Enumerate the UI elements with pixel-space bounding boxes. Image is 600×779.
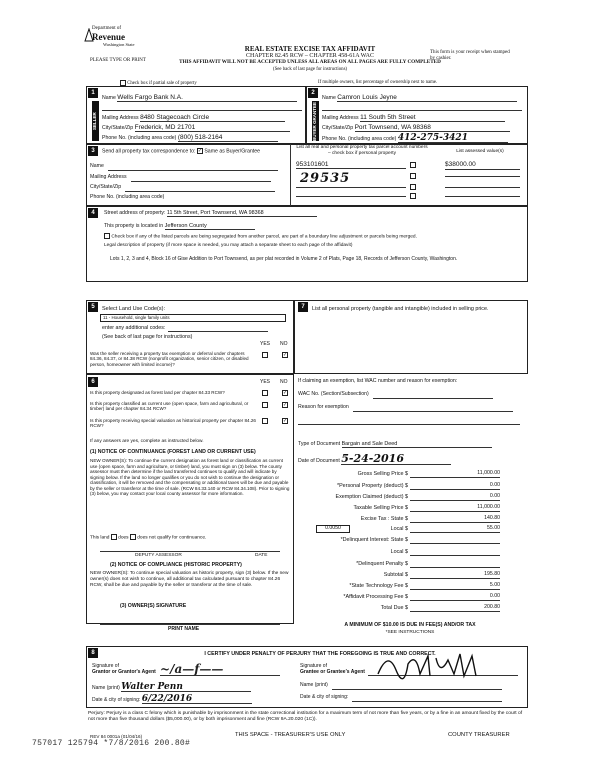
forest-q1: Is this property designated as forest land per chapter 84.33 RCW? (90, 390, 225, 395)
exemption-label: If claiming an exemption, list WAC number and reason for exemption: (298, 378, 458, 384)
please-type: PLEASE TYPE OR PRINT (90, 58, 146, 63)
personal-property-checkbox-1[interactable] (410, 162, 416, 168)
parcel-value[interactable]: $38000.00 (445, 161, 476, 168)
partial-sale[interactable]: Check box if partial sale of property (120, 80, 197, 87)
see-instructions: *SEE INSTRUCTIONS (385, 630, 435, 635)
personal-property-checkbox-4[interactable] (410, 193, 416, 199)
buyer-mail[interactable]: 11 South 5th Street (360, 114, 505, 122)
receipt-note: This form is your receipt when stamped by cashier. (430, 50, 510, 61)
parcel-hand-number[interactable]: 29535 (300, 171, 351, 186)
grantor-name[interactable]: Walter Penn (121, 683, 251, 692)
segregated-row: Check box if any of the listed parcels are being segregated from another parcel, are part of a boundary line adjustment or parcels being merged. (104, 233, 417, 240)
personal-value[interactable]: 0.00 (410, 483, 500, 490)
owner-signature-label: (3) OWNER(S) SIGNATURE (120, 603, 187, 609)
personal-property-checkbox-3[interactable] (410, 184, 416, 190)
doc-date[interactable]: 5-24-2016 (341, 454, 451, 465)
buyer-phone-row: Phone No. (including area code) 412-275-3421 (322, 134, 522, 143)
grantee-signature-scribble (368, 650, 518, 680)
deputy-sig-line (100, 551, 280, 552)
yes-header-5: YES (260, 341, 271, 347)
form-see-back: (See back of last page for instructions) (272, 67, 348, 72)
section-3-number: 3 (88, 146, 98, 156)
buyer-name[interactable]: Camron Louis Jeyne (337, 94, 517, 102)
penalty-value[interactable] (410, 561, 500, 568)
seller-divider (102, 110, 302, 111)
tax-corr-name-row: Name (90, 164, 286, 171)
reason-field[interactable] (353, 405, 513, 412)
section-4-number: 4 (88, 208, 98, 218)
no-header-5: NO (280, 341, 288, 347)
buyer-city-row: City/State/Zip Port Townsend, WA 98368 (322, 124, 522, 132)
legal-description[interactable]: Lots 1, 2, 3 and 4, Block 16 of Gise Addition to Port Townsend, as per plat recorded in Volume 2 of Plats, Page 18, Records of Jefferson County, Washington. (110, 256, 458, 262)
tech-fee-value[interactable]: 5.00 (410, 583, 500, 590)
land-use-label: Select Land Use Code(s): (102, 306, 165, 312)
gross-value[interactable]: 11,000.00 (410, 471, 500, 478)
subtotal-label: Subtotal $ (383, 572, 408, 578)
no-header-6: NO (280, 379, 288, 385)
exemption-question: Was the seller receiving a property tax exemption or deferral under chapters 84.36, 84.37, or 84.38 RCW (nonprofit organization, senior citizen, or disabled person, homeowner with limited income)? (90, 351, 249, 367)
seller-name[interactable]: Wells Fargo Bank N.A. (117, 94, 297, 102)
rev-number: REV 84 0001a (01/04/16) (90, 734, 143, 739)
grantor-signature[interactable]: ~/a—f—— (160, 664, 280, 676)
exemption-yes-checkbox[interactable] (262, 352, 268, 358)
additional-codes-field[interactable] (168, 325, 268, 332)
section-5-number: 5 (88, 302, 98, 312)
reason-row: Reason for exemption (298, 405, 513, 412)
does-not-checkbox[interactable] (130, 534, 136, 540)
tax-corr-phone-row: Phone No. (including area code) (90, 194, 165, 200)
delinq-local-label: Local $ (390, 549, 408, 555)
doc-type-row: Type of Document Bargain and Sale Deed (298, 441, 492, 448)
form-title: REAL ESTATE EXCISE TAX AFFIDAVIT (244, 45, 376, 53)
delinq-state-label: *Delinquent Interest: State $ (340, 537, 408, 543)
parcel-line-3 (296, 196, 406, 197)
seller-mail-row: Mailing Address 8480 Stagecoach Circle (102, 114, 302, 122)
wac-field[interactable] (373, 392, 493, 399)
seller-mail[interactable]: 8480 Stagecoach Circle (140, 114, 285, 122)
seller-city[interactable]: Frederick, MD 21701 (135, 124, 290, 132)
value-line-4 (445, 196, 520, 197)
forest-q2: Is this property classified as current use (open space, farm and agricultural, or timber) land per chapter 84.34 RCW? (90, 401, 249, 412)
land-use-see-back: (See back of last page for instructions) (102, 334, 193, 340)
land-qualify-row: This land does does not qualify for continuance. (90, 535, 207, 541)
seller-phone[interactable]: (800) 518-2164 (178, 134, 278, 142)
seller-phone-row: Phone No. (including area code) (800) 518-2164 (102, 134, 302, 142)
tax-corr-name-field[interactable] (108, 164, 278, 171)
section-7-number: 7 (298, 302, 308, 312)
doc-date-row: Date of Document 5-24-2016 (298, 454, 451, 465)
parcel-value-row (445, 161, 520, 170)
gross-label: Gross Selling Price $ (357, 471, 408, 477)
value-header: List assessed value(s) (456, 149, 504, 154)
section-6-number: 6 (88, 377, 98, 387)
land-use-code: 11 - Household, single family units (103, 315, 170, 320)
seller-side-label: SELLER GRANTOR (92, 101, 99, 141)
taxable-label: Taxable Selling Price $ (353, 505, 408, 511)
legal-label: Legal description of property (if more space is needed, you may attach a separate sheet to each page of the affidavit) (104, 243, 353, 248)
grantee-date-field[interactable] (352, 695, 502, 702)
value-line-2 (445, 176, 520, 177)
section-8-number: 8 (88, 648, 98, 658)
excise-value[interactable]: 140.80 (410, 516, 500, 523)
print-name-line (100, 624, 280, 625)
reason-line-2 (298, 424, 520, 425)
forest-q1-no[interactable]: ✓ (283, 390, 288, 396)
parcel-line-2 (296, 187, 406, 188)
minimum-notice: A MINIMUM OF $10.00 IS DUE IN FEE(S) AND/OR TAX (344, 622, 476, 628)
grantee-sig-label: Signature of Grantee or Grantee's Agent (300, 663, 365, 675)
notice-1-text: NEW OWNER(S): To continue the current designation as forest land or classification as current use (open space, farm and agriculture, or timber) land, you must sign on (3) below. The county assessor must then determine if the land transferred continues to qualify and will indicate by signing below. If the land no longer qualifies or you do not wish to continue the designation or classification, it will be removed and the compensating or additional taxes will be due and payable by the seller or transferor at the time of sale. (RCW 84.33.140 or RCW 84.34.108). Prior to signing (3) below, you may contact your local county assessor for more information. (90, 458, 290, 496)
tax-corr-city-row: City/State/Zip (90, 185, 286, 192)
yes-header-6: YES (260, 379, 271, 385)
forest-q3: Is this property receiving special valuation as historical property per chapter 84.26 RCW? (90, 418, 256, 429)
form-chapter: CHAPTER 82.45 RCW – CHAPTER 458-61A WAC (246, 53, 374, 59)
county-row: This property is located in Jefferson County (104, 223, 255, 230)
section-1-number: 1 (88, 88, 98, 98)
cashier-stamp: 757017 125794 *7/8/2016 200.80# (32, 739, 191, 748)
local-label: Local $ (390, 526, 408, 532)
forest-q3-yes[interactable] (262, 418, 268, 424)
grantee-name-row: Name (print) (300, 683, 502, 690)
total-label: Total Due $ (380, 605, 408, 611)
tax-corr-mail-row: Mailing Address (90, 175, 286, 182)
excise-label: Excise Tax : State $ (360, 516, 408, 522)
grantee-name-field[interactable] (332, 683, 502, 690)
additional-codes: enter any additional codes: (102, 325, 268, 332)
multiple-owners-note: If multiple owners, list percentage of ownership next to name. (318, 80, 438, 85)
forest-q1-yes[interactable] (262, 390, 268, 396)
forest-q2-no[interactable]: ✓ (283, 402, 288, 408)
personal-property-label: List all personal property (tangible and intangible) included in selling price. (312, 306, 489, 312)
subtotal-value[interactable]: 195.80 (410, 572, 500, 579)
parcel-header: List all real and personal property tax parcel account numbers – check box if personal property (296, 145, 428, 156)
grantor-date-row: Date & city of signing: 6/22/2016 (92, 695, 252, 704)
segregated-checkbox[interactable] (104, 233, 110, 239)
exempt-value[interactable]: 0.00 (410, 494, 500, 501)
buyer-phone[interactable]: 412-275-3421 (398, 134, 508, 143)
property-county[interactable]: Jefferson County (165, 223, 255, 230)
affidavit-fee-label: *Affidavit Processing Fee $ (343, 594, 408, 600)
wac-row: WAC No. (Section/Subsection) (298, 392, 493, 399)
dept-logo-text: Revenue (92, 32, 125, 42)
grantor-name-row: Name (print) Walter Penn (92, 683, 251, 692)
property-street[interactable]: 11 5th Street, Port Townsend, WA 98368 (167, 210, 317, 217)
perjury-text: Perjury: Perjury is a class C felony which is punishable by imprisonment in the state correctional institution for a maximum term of not more than five years, or by a fine in an amount fixed by the court of not more than five thousand dollars ($5,000.00), or by both imprisonment and fine (RCW 9A.20.020 (1C)). (88, 711, 523, 723)
street-row: Street address of property: 11 5th Street, Port Townsend, WA 98368 (104, 210, 317, 217)
dept-line3: Washington State (103, 42, 135, 47)
parcel-number[interactable]: 953101601 (296, 161, 406, 169)
delinq-local-value[interactable] (410, 549, 500, 556)
deputy-assessor-label: DEPUTY ASSESSOR (135, 553, 182, 558)
print-name-label: PRINT NAME (168, 626, 200, 632)
forest-if-yes: If any answers are yes, complete as instructed below. (90, 439, 204, 444)
section-3-divider (290, 144, 291, 206)
seller-name-row: Name Wells Fargo Bank N.A. (102, 94, 302, 102)
buyer-side-label: BUYER GRANTEE (312, 101, 317, 141)
tax-corr-row: Send all property tax correspondence to: ✓ Same as Buyer/Grantee (102, 148, 260, 155)
affidavit-fee-value[interactable]: 0.00 (410, 594, 500, 601)
delinq-state-value[interactable] (410, 537, 500, 544)
land-use-select[interactable] (100, 314, 286, 322)
taxable-value[interactable]: 11,000.00 (410, 505, 500, 512)
does-checkbox[interactable] (111, 534, 117, 540)
grantor-sig-label: Signature of Grantor or Grantor's Agent (92, 663, 156, 675)
forest-q3-no[interactable]: ✓ (283, 418, 288, 424)
deputy-date-label: DATE (255, 553, 268, 558)
section-2-number: 2 (308, 88, 318, 98)
total-value[interactable]: 200.80 (410, 605, 500, 612)
tech-fee-label: *State Technology Fee $ (349, 583, 408, 589)
exemption-no-checkbox[interactable]: ✓ (283, 352, 288, 358)
seller-city-row: City/State/Zip Frederick, MD 21701 (102, 124, 302, 132)
forest-q2-yes[interactable] (262, 402, 268, 408)
value-line-3 (445, 187, 520, 188)
same-as-buyer-checkbox[interactable]: ✓ (197, 148, 203, 154)
buyer-name-row: Name Camron Louis Jeyne (322, 94, 522, 102)
dept-logo-icon (84, 28, 94, 42)
penalty-label: *Delinquent Penalty $ (356, 561, 408, 567)
local-value[interactable]: 55.00 (410, 526, 500, 533)
tax-corr-city-field[interactable] (125, 185, 275, 192)
notice-1-title: (1) NOTICE OF CONTINUANCE (FOREST LAND OR CURRENT USE) (90, 449, 256, 455)
doc-type[interactable]: Bargain and Sale Deed (342, 441, 492, 448)
county-treasurer: COUNTY TREASURER (448, 732, 510, 738)
tax-corr-mail-field[interactable] (131, 175, 271, 182)
treasurer-space: THIS SPACE - TREASURER'S USE ONLY (235, 732, 346, 738)
buyer-city[interactable]: Port Townsend, WA 98368 (355, 124, 510, 132)
personal-label: *Personal Property (deduct) $ (336, 483, 408, 489)
buyer-mail-row: Mailing Address 11 South 5th Street (322, 114, 522, 122)
notice-2-title: (2) NOTICE OF COMPLIANCE (HISTORIC PROPERTY) (110, 562, 242, 568)
buyer-divider (322, 110, 522, 111)
grantor-date[interactable]: 6/22/2016 (142, 695, 252, 704)
notice-2-text: NEW OWNER(S): To continue special valuation as historic property, sign (3) below. If the new owner(s) does not wish to continue, all additional tax calculated pursuant to chapter 84.26 RCW, shall be due and payable by the seller or transferor at the time of sale. (90, 571, 289, 588)
dept-line1: Department of (92, 26, 122, 31)
tax-rate-box (316, 525, 350, 533)
grantee-date-row: Date & city of signing: (300, 695, 502, 702)
grantee-signature[interactable] (368, 664, 518, 676)
certify-title: I CERTIFY UNDER PENALTY OF PERJURY THAT THE FOREGOING IS TRUE AND CORRECT. (204, 651, 436, 657)
tax-rate: 0.0050 (325, 525, 341, 531)
form-notice: THIS AFFIDAVIT WILL NOT BE ACCEPTED UNLESS ALL AREAS ON ALL PAGES ARE FULLY COMPLETED (179, 59, 441, 65)
personal-property-checkbox-2[interactable] (410, 173, 416, 179)
exempt-label: Exemption Claimed (deduct) $ (335, 494, 408, 500)
